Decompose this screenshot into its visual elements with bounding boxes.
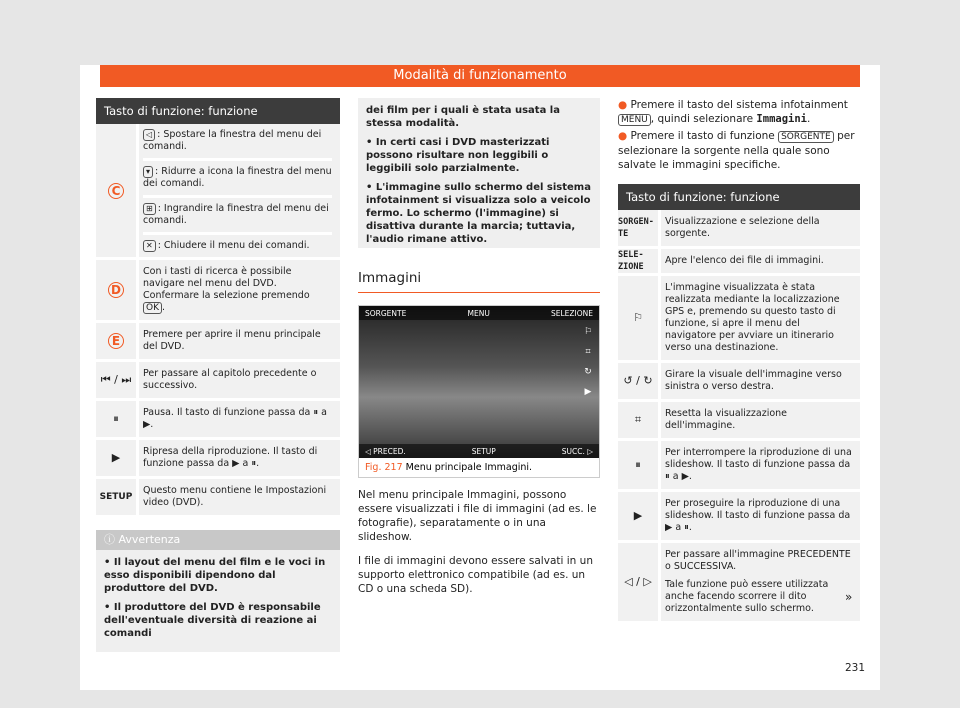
column-1 [96,98,340,652]
rotate-icon: ↻ [584,367,592,377]
table-row: ⏮ / ⏭ Per passare al capitolo precedente o successivo. [96,362,340,401]
play-icon: ▶ [584,387,592,397]
table-row: SETUP Questo menu contiene le Impostazioni video (DVD). [96,479,340,518]
table-row: ⏸ Pausa. Il tasto di funzione passa da ⏸ a ▶. [96,401,340,440]
close-icon: ✕ [143,240,156,252]
table-row: ⏸ Per interrompere la riproduzione di una slideshow. Il tasto di funzione passa da ⏸ a ▶. [618,441,860,492]
table-row: E Premere per aprire il menu principale del DVD. [96,323,340,362]
list-item: ✕ : Chiudere il menu dei comandi. [143,235,332,257]
ok-key: OK [143,302,162,314]
callout-d: D [108,282,124,298]
page-number: 231 [845,662,866,674]
figure: SORGENTE MENU SELEZIONE ⚐ ⌗ ↻ ▶ ◁ PRECED. SETUP SUCC. ▷ Fig. 217 Menu principale Immagini. [358,305,600,478]
note-box: ⓘ Avvertenza • Il layout del menu del film e le voci in esso disponibili dipendono dal produttore del DVD. • Il produttore del DVD è responsabile dell'eventuale diversità di reazione ai comandi [96,530,340,652]
table-row: ⚐ L'immagine visualizzata è stata realizzata mediante la localizzazione GPS e, premendo su questo tasto di funzione, si apre il menu del navigatore per avviare un itinerario verso una destinazione. [618,276,860,363]
column-3: ● Premere il tasto del sistema infotainment MENU , quindi selezionare Immagini. ● Premere il tasto di funzione SORGENTE per selezionare la sorgente nella quale sono salvate le immagini specifiche. Tasto di funzione: funzione SORGEN-TE Visualizzazione e selezione della sorgente. SELE-ZIONE Apre l'elenco dei file di immagini. ⚐ L'immagine visualizzata è stata realizzata mediante la localizzazione GPS e, premendo su questo tasto di funzione, si apre il menu del navigatore per avviare un itinerario verso una destinazione. ↺ / ↻ Girare la visuale dell'immagine verso sinistra o verso destra. ⌗ Resetta la visualizzazione dell'immagine. ⏸ Per interrompere la riproduzione di una slideshow. Il tasto di funzione passa da ⏸ a ▶. ▶ Per proseguire la riproduzione di una slideshow. Il tasto di funzione passa da ▶ a ⏸. ◁ / ▷ Per passare all'immagine PRECEDENTE o SUCCESSIVA. Tale funzione può essere utilizzata anche facendo scorrere il dito orizzontalmente sullo schermo. [618,98,860,624]
section-title: Immagini [358,270,600,293]
list-item: ⊞ : Ingrandire la finestra del menu dei comandi. [143,198,332,235]
callout-e: E [108,333,124,349]
list-item: ▾ : Ridurre a icona la finestra del menu dei comandi. [143,161,332,198]
sorgente-key: SORGENTE [778,131,834,143]
flag-icon: ⚐ [633,311,643,324]
page-header: Modalità di funzionamento [100,65,860,87]
callout-c: C [108,183,124,199]
play-icon: ▶ [111,451,121,464]
minimize-icon: ▾ [143,166,153,178]
column-2: dei film per i quali è stata usata la stessa modalità. • In certi casi i DVD masterizzati possono risultare non leggibili o leggibili solo parzialmente. • L'immagine sullo schermo del sistema infotainment si visualizza solo a veicolo fermo. Lo schermo (l'immagine) si disattiva durante la marcia; tuttavia, l'audio rimane attivo. Immagini SORGENTE MENU SELEZIONE ⚐ ⌗ ↻ ▶ ◁ PRECED. SETUP SUCC. ▷ Fig. 217 Menu principale Immagini. Nel menu principale Immagini, possono essere visualizzati i file di immagini (ad es. le fotografie), separatamente o in una slideshow. I file di immagini devono essere salvati in un supporto elettronico compatibile (ad es. un CD o una scheda SD). [358,98,600,596]
table-row: SORGEN-TE Visualizzazione e selezione della sorgente. [618,210,860,249]
reset-icon: ⌗ [585,347,591,357]
table-row: ▶ Per proseguire la riproduzione di una slideshow. Il tasto di funzione passa da ▶ a ⏸. [618,492,860,543]
note-continuation: dei film per i quali è stata usata la stessa modalità. • In certi casi i DVD masterizzati possono risultare non leggibili o leggibili solo parzialmente. • L'immagine sullo schermo del sistema infotainment si visualizza solo a veicolo fermo. Lo schermo (l'immagine) si disattiva durante la marcia; tuttavia, l'audio rimane attivo. [358,98,600,248]
continue-arrow: » [845,590,853,604]
table-row [96,124,340,260]
table-row: SELE-ZIONE Apre l'elenco dei file di immagini. [618,249,860,276]
table-header: Tasto di funzione: funzione [96,98,340,124]
flag-icon: ⚐ [583,327,593,337]
menu-key-icon: MENU [618,114,651,126]
pause-icon: ⏸ [113,412,119,425]
skip-icon: ⏮ / ⏭ [100,373,132,386]
table-row: ◁ / ▷ Per passare all'immagine PRECEDENTE o SUCCESSIVA. Tale funzione può essere utilizzata anche facendo scorrere il dito orizzontalmente sullo schermo. [618,543,860,624]
reset-icon: ⌗ [634,413,642,426]
setup-key: SETUP [99,492,133,502]
table-row: ▶ Ripresa della riproduzione. Il tasto di funzione passa da ▶ a ⏸. [96,440,340,479]
maximize-icon: ⊞ [143,203,156,215]
info-icon: ⓘ [104,533,119,546]
rotate-icon: ↺ / ↻ [623,374,653,387]
table-row: ⌗ Resetta la visualizzazione dell'immagine. [618,402,860,441]
play-icon: ▶ [633,509,643,522]
list-item: ◁ : Spostare la finestra del menu dei comandi. [143,124,332,161]
table-row: D Con i tasti di ricerca è possibile navigare nel menu del DVD. Confermare la selezione premendo OK . [96,260,340,323]
pause-icon: ⏸ [635,458,641,471]
table-row: ↺ / ↻ Girare la visuale dell'immagine verso sinistra o verso destra. [618,363,860,402]
move-icon: ◁ [143,129,155,141]
prev-next-icon: ◁ / ▷ [624,575,652,588]
table-header: Tasto di funzione: funzione [618,184,860,210]
photo-screen: SORGENTE MENU SELEZIONE ⚐ ⌗ ↻ ▶ ◁ PRECED. SETUP SUCC. ▷ [359,306,599,458]
